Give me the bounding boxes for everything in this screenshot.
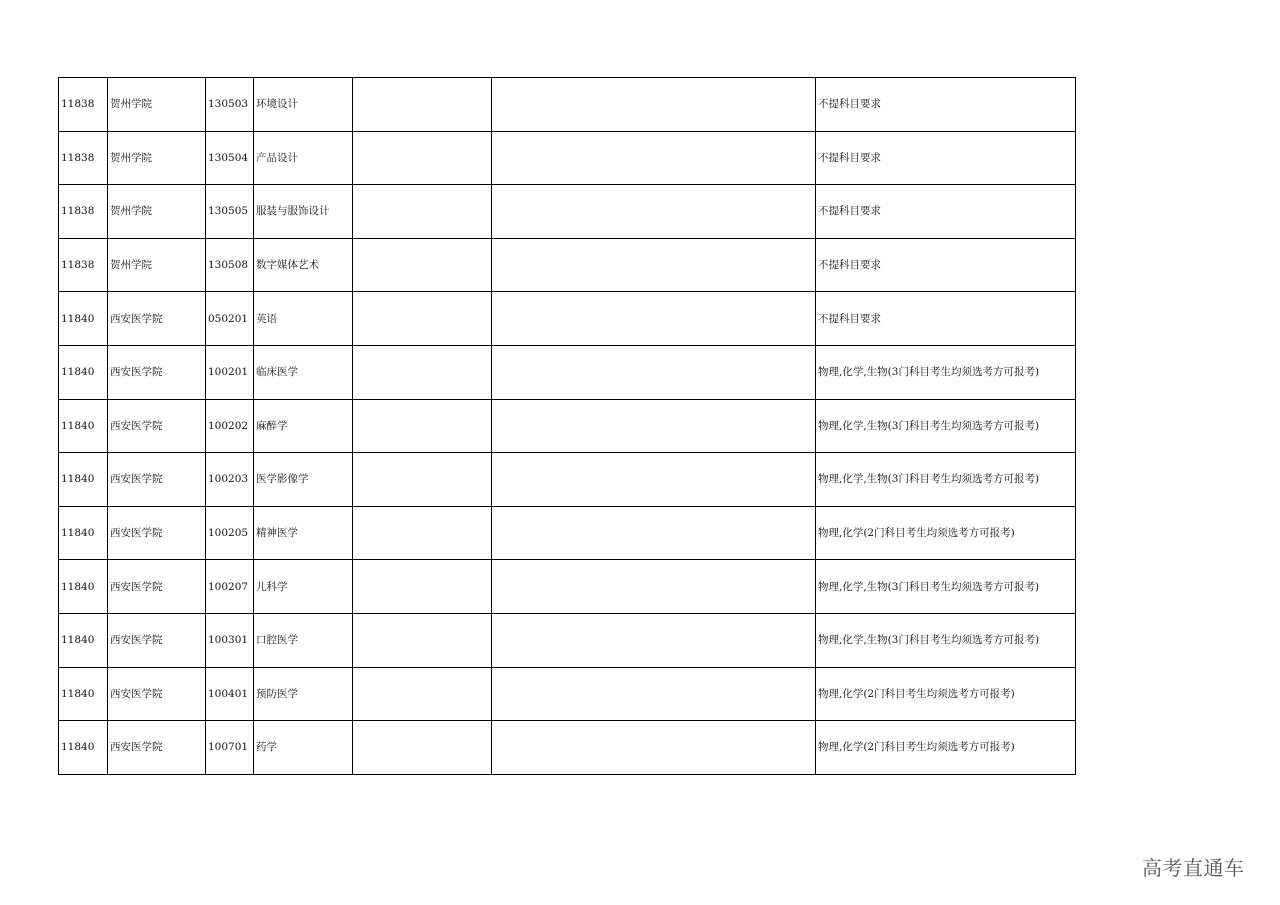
- empty-cell: [353, 185, 492, 239]
- major-name-cell: 口腔医学: [254, 613, 353, 667]
- major-code-cell: 100201: [206, 345, 254, 399]
- empty-cell: [492, 238, 816, 292]
- table-row: [59, 238, 1076, 292]
- major-name-cell: 医学影像学: [254, 453, 353, 507]
- major-name-cell: 预防医学: [254, 667, 353, 721]
- empty-cell: [353, 721, 492, 775]
- empty-cell: [353, 345, 492, 399]
- subject-requirements-table: [58, 77, 1076, 775]
- institution-name-cell: 西安医学院: [108, 667, 206, 721]
- table-row: [59, 345, 1076, 399]
- empty-cell: [353, 560, 492, 614]
- empty-cell: [492, 453, 816, 507]
- subject-requirement-cell: 物理,化学,生物(3门科目考生均须选考方可报考): [816, 560, 1076, 614]
- major-code-cell: 100203: [206, 453, 254, 507]
- institution-code-cell: 11840: [59, 613, 108, 667]
- major-name-cell: 儿科学: [254, 560, 353, 614]
- major-name-cell: 麻醉学: [254, 399, 353, 453]
- institution-code-cell: 11840: [59, 721, 108, 775]
- subject-requirement-cell: 物理,化学(2门科目考生均须选考方可报考): [816, 721, 1076, 775]
- institution-code-cell: 11840: [59, 292, 108, 346]
- table-row: [59, 453, 1076, 507]
- major-name-cell: 产品设计: [254, 131, 353, 185]
- institution-name-cell: 西安医学院: [108, 560, 206, 614]
- institution-code-cell: 11840: [59, 667, 108, 721]
- table-row: [59, 399, 1076, 453]
- empty-cell: [492, 78, 816, 132]
- subject-requirement-cell: 不提科目要求: [816, 238, 1076, 292]
- empty-cell: [492, 667, 816, 721]
- major-code-cell: 100207: [206, 560, 254, 614]
- major-code-cell: 100301: [206, 613, 254, 667]
- institution-code-cell: 11838: [59, 131, 108, 185]
- empty-cell: [353, 613, 492, 667]
- institution-code-cell: 11840: [59, 506, 108, 560]
- table-row: [59, 667, 1076, 721]
- empty-cell: [353, 131, 492, 185]
- major-name-cell: 数字媒体艺术: [254, 238, 353, 292]
- institution-name-cell: 西安医学院: [108, 613, 206, 667]
- institution-name-cell: 贺州学院: [108, 131, 206, 185]
- major-code-cell: 130508: [206, 238, 254, 292]
- institution-name-cell: 西安医学院: [108, 721, 206, 775]
- subject-requirement-cell: 不提科目要求: [816, 131, 1076, 185]
- empty-cell: [492, 131, 816, 185]
- major-code-cell: 100205: [206, 506, 254, 560]
- table-row: [59, 131, 1076, 185]
- subject-requirement-cell: 物理,化学,生物(3门科目考生均须选考方可报考): [816, 345, 1076, 399]
- empty-cell: [353, 399, 492, 453]
- table-row: [59, 560, 1076, 614]
- empty-cell: [353, 506, 492, 560]
- table-row: [59, 721, 1076, 775]
- major-name-cell: 英语: [254, 292, 353, 346]
- watermark-text: 高考直通车: [1142, 856, 1245, 880]
- major-code-cell: 100701: [206, 721, 254, 775]
- empty-cell: [353, 78, 492, 132]
- institution-code-cell: 11840: [59, 345, 108, 399]
- table-row: [59, 613, 1076, 667]
- institution-code-cell: 11838: [59, 78, 108, 132]
- empty-cell: [492, 399, 816, 453]
- subject-requirement-cell: 不提科目要求: [816, 292, 1076, 346]
- major-code-cell: 130505: [206, 185, 254, 239]
- subject-requirement-cell: 物理,化学(2门科目考生均须选考方可报考): [816, 506, 1076, 560]
- institution-name-cell: 西安医学院: [108, 453, 206, 507]
- subject-requirement-cell: 物理,化学,生物(3门科目考生均须选考方可报考): [816, 453, 1076, 507]
- major-code-cell: 050201: [206, 292, 254, 346]
- empty-cell: [492, 185, 816, 239]
- institution-code-cell: 11840: [59, 560, 108, 614]
- institution-name-cell: 西安医学院: [108, 399, 206, 453]
- table-row: [59, 292, 1076, 346]
- institution-name-cell: 西安医学院: [108, 292, 206, 346]
- empty-cell: [492, 560, 816, 614]
- major-code-cell: 130504: [206, 131, 254, 185]
- institution-code-cell: 11838: [59, 185, 108, 239]
- major-name-cell: 精神医学: [254, 506, 353, 560]
- major-code-cell: 100202: [206, 399, 254, 453]
- empty-cell: [353, 238, 492, 292]
- table-row: [59, 185, 1076, 239]
- table-row: [59, 78, 1076, 132]
- empty-cell: [492, 292, 816, 346]
- major-name-cell: 药学: [254, 721, 353, 775]
- empty-cell: [492, 345, 816, 399]
- subject-requirement-cell: 物理,化学(2门科目考生均须选考方可报考): [816, 667, 1076, 721]
- subject-requirement-cell: 物理,化学,生物(3门科目考生均须选考方可报考): [816, 613, 1076, 667]
- subject-requirement-cell: 物理,化学,生物(3门科目考生均须选考方可报考): [816, 399, 1076, 453]
- major-name-cell: 临床医学: [254, 345, 353, 399]
- institution-name-cell: 贺州学院: [108, 78, 206, 132]
- empty-cell: [492, 506, 816, 560]
- empty-cell: [492, 721, 816, 775]
- empty-cell: [353, 292, 492, 346]
- empty-cell: [353, 453, 492, 507]
- institution-code-cell: 11840: [59, 453, 108, 507]
- institution-name-cell: 贺州学院: [108, 185, 206, 239]
- institution-name-cell: 西安医学院: [108, 506, 206, 560]
- major-code-cell: 130503: [206, 78, 254, 132]
- empty-cell: [353, 667, 492, 721]
- table-row: [59, 506, 1076, 560]
- empty-cell: [492, 613, 816, 667]
- institution-code-cell: 11838: [59, 238, 108, 292]
- institution-name-cell: 贺州学院: [108, 238, 206, 292]
- major-name-cell: 环境设计: [254, 78, 353, 132]
- subject-requirement-cell: 不提科目要求: [816, 78, 1076, 132]
- subject-requirement-cell: 不提科目要求: [816, 185, 1076, 239]
- major-code-cell: 100401: [206, 667, 254, 721]
- institution-name-cell: 西安医学院: [108, 345, 206, 399]
- table-body: [59, 78, 1076, 775]
- institution-code-cell: 11840: [59, 399, 108, 453]
- major-name-cell: 服装与服饰设计: [254, 185, 353, 239]
